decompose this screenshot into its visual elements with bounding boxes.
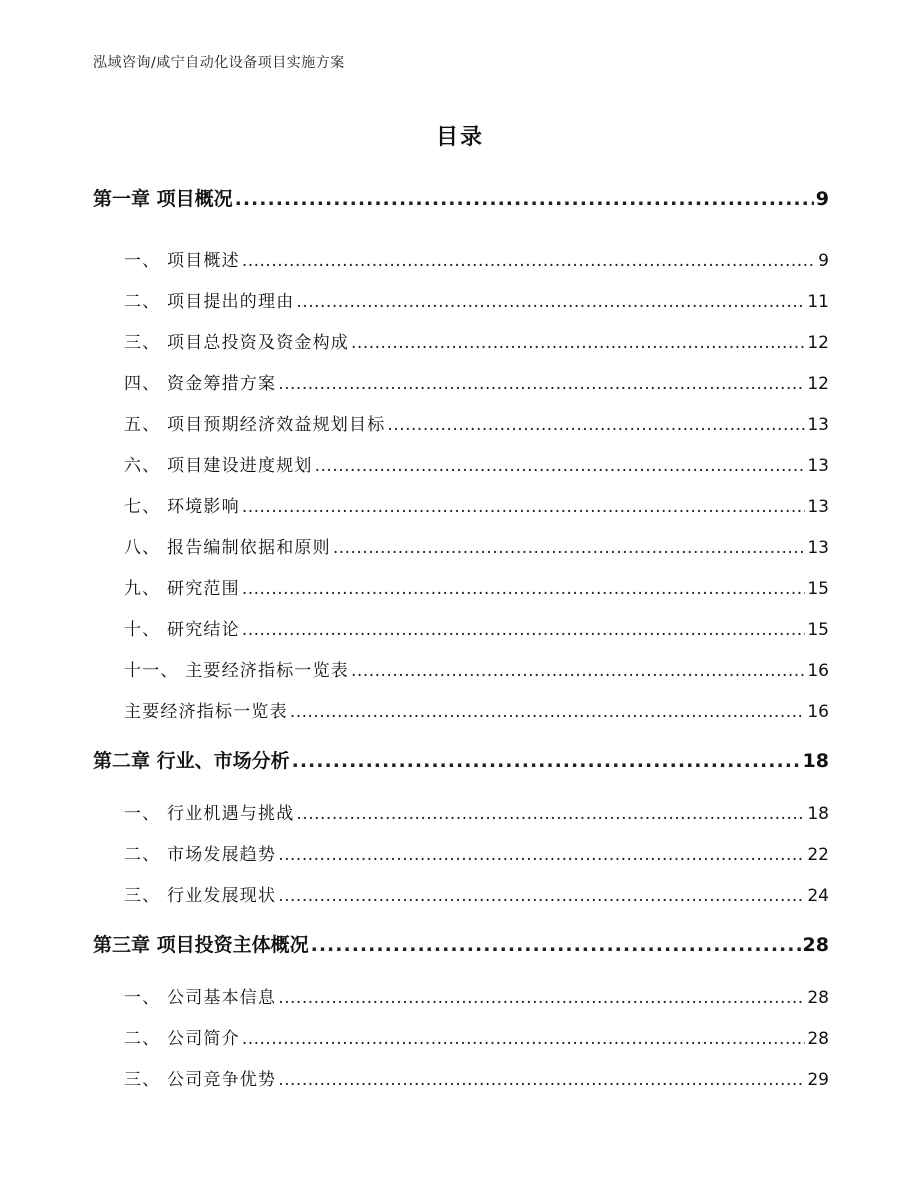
toc-leader-dots [292,750,801,772]
toc-entry-label: 第二章 行业、市场分析 [93,750,290,772]
toc-leader-dots [278,988,805,1008]
toc-chapter-1[interactable] [93,184,829,211]
toc-page-number: 13 [807,538,829,558]
toc-leader-dots [387,415,805,435]
toc-title: 目录 [435,125,484,150]
toc-entry-label: 八、 报告编制依据和原则 [124,538,331,558]
toc-leader-dots [242,620,806,640]
toc-entry-label: 三、 行业发展现状 [124,886,277,906]
toc-entry-label: 一、 行业机遇与挑战 [124,804,295,824]
toc-entry[interactable] [124,533,829,558]
toc-entry[interactable] [124,881,829,906]
toc-entry-label: 二、 市场发展趋势 [124,845,277,865]
toc-leader-dots [278,374,805,394]
toc-leader-dots [235,188,814,210]
toc-entry[interactable] [124,697,829,722]
toc-page-number: 22 [807,845,829,865]
toc-entry[interactable] [124,615,829,640]
toc-leader-dots [242,251,816,271]
toc-entry[interactable] [124,1024,829,1049]
toc-entry[interactable] [124,328,829,353]
toc-entry[interactable] [124,410,829,435]
toc-entry[interactable] [124,574,829,599]
toc-entry[interactable] [124,451,829,476]
toc-page-number: 15 [807,579,829,599]
toc-entry[interactable] [124,369,829,394]
toc-entry-label: 四、 资金筹措方案 [124,374,277,394]
toc-page-number: 16 [807,702,829,722]
toc-entry[interactable] [124,799,829,824]
toc-page-number: 9 [815,188,829,210]
toc-leader-dots [278,845,805,865]
toc-page-number: 12 [807,374,829,394]
toc-page-number: 28 [807,988,829,1008]
toc-page-number: 18 [807,804,829,824]
toc-entry-label: 十、 研究结论 [124,620,240,640]
toc-entry[interactable] [124,656,829,681]
toc-page-number: 11 [807,292,829,312]
toc-leader-dots [242,497,806,517]
toc-page-number: 13 [807,456,829,476]
toc-chapter-2[interactable] [93,746,829,773]
toc-entry[interactable] [124,287,829,312]
toc-page-number: 24 [807,886,829,906]
toc-leader-dots [242,1029,806,1049]
toc-entry-label: 五、 项目预期经济效益规划目标 [124,415,386,435]
toc-entry-label: 第三章 项目投资主体概况 [93,934,309,956]
toc-leader-dots [296,804,805,824]
toc-entry-label: 二、 项目提出的理由 [124,292,295,312]
toc-leader-dots [278,886,805,906]
toc-entry-label: 第一章 项目概况 [93,188,233,210]
toc-entry[interactable] [124,492,829,517]
toc-page-number: 28 [807,1029,829,1049]
toc-entry-label: 六、 项目建设进度规划 [124,456,313,476]
toc-leader-dots [296,292,805,312]
toc-page-number: 18 [802,750,829,772]
toc-page-number: 9 [818,251,829,271]
toc-entry-label: 主要经济指标一览表 [124,702,288,722]
toc-page-number: 16 [807,661,829,681]
toc-entry[interactable] [124,840,829,865]
toc-page-number: 15 [807,620,829,640]
toc-leader-dots [278,1070,805,1090]
toc-leader-dots [290,702,806,722]
toc-leader-dots [242,579,806,599]
toc-leader-dots [315,456,806,476]
toc-entry-label: 一、 公司基本信息 [124,988,277,1008]
toc-page-number: 28 [802,934,829,956]
toc-chapter-3[interactable] [93,930,829,957]
toc-entry[interactable] [124,1065,829,1090]
document-header: 泓域咨询/咸宁自动化设备项目实施方案 [93,55,345,71]
toc-entry-label: 一、 项目概述 [124,251,240,271]
toc-leader-dots [351,333,805,353]
toc-entry-label: 三、 项目总投资及资金构成 [124,333,350,353]
toc-entry-label: 七、 环境影响 [124,497,240,517]
toc-leader-dots [333,538,806,558]
toc-entry-label: 十一、 主要经济指标一览表 [124,661,350,681]
toc-entry-label: 九、 研究范围 [124,579,240,599]
toc-entry[interactable] [124,246,829,271]
toc-entry-label: 三、 公司竞争优势 [124,1070,277,1090]
toc-page-number: 13 [807,415,829,435]
toc-page-number: 13 [807,497,829,517]
toc-page-number: 29 [807,1070,829,1090]
toc-leader-dots [311,934,801,956]
toc-entry-label: 二、 公司简介 [124,1029,240,1049]
toc-leader-dots [351,661,805,681]
toc-page-number: 12 [807,333,829,353]
toc-entry[interactable] [124,983,829,1008]
